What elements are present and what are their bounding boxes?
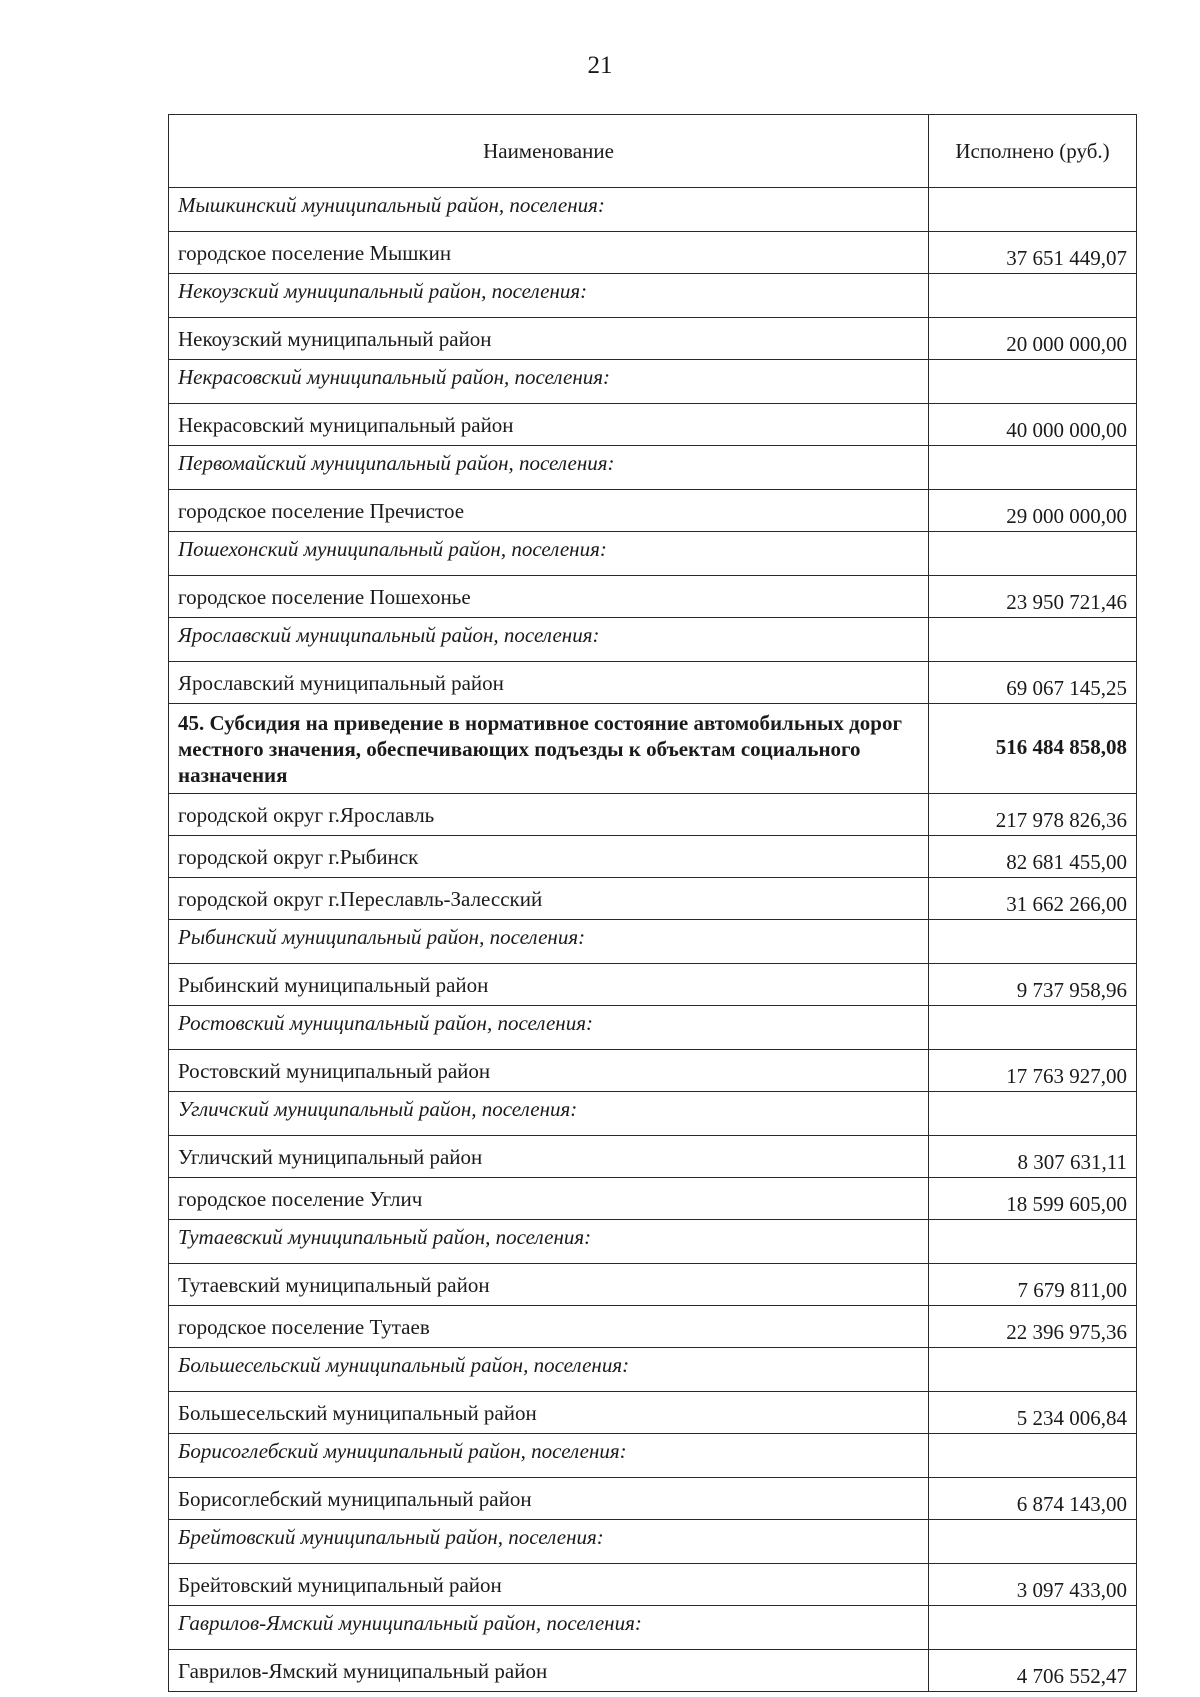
table-row [169,532,1137,576]
table-row [169,1220,1137,1264]
table-row [169,188,1137,232]
report-table [168,114,1137,1692]
row-name: Борисоглебский муниципальный район [169,1478,929,1520]
row-name: Ростовский муниципальный район, поселения: [169,1006,929,1050]
row-amount [929,532,1137,576]
row-name: Угличский муниципальный район [169,1136,929,1178]
row-amount [929,1520,1137,1564]
row-name: Гаврилов-Ямский муниципальный район, поселения: [169,1606,929,1650]
row-amount: 18 599 605,00 [929,1178,1137,1220]
row-amount: 29 000 000,00 [929,490,1137,532]
table-row [169,232,1137,274]
row-name: Некоузский муниципальный район, поселения: [169,274,929,318]
table-row [169,490,1137,532]
row-amount: 31 662 266,00 [929,878,1137,920]
table-row [169,662,1137,704]
section-title: 45. Субсидия на приведение в нормативное состояние автомобильных дорог местного значения, обеспечивающих подъезды к объектам социального назначения [169,704,929,794]
row-amount: 5 234 006,84 [929,1392,1137,1434]
row-amount: 40 000 000,00 [929,404,1137,446]
row-name: Большесельский муниципальный район, поселения: [169,1348,929,1392]
row-amount [929,446,1137,490]
row-name: городское поселение Мышкин [169,232,929,274]
row-name: городское поселение Пречистое [169,490,929,532]
table-row [169,1478,1137,1520]
table-row [169,576,1137,618]
row-name: Первомайский муниципальный район, поселения: [169,446,929,490]
table-row [169,1520,1137,1564]
table-row [169,274,1137,318]
row-name: городское поселение Углич [169,1178,929,1220]
table-row [169,360,1137,404]
row-amount: 82 681 455,00 [929,836,1137,878]
row-name: городское поселение Пошехонье [169,576,929,618]
row-amount: 69 067 145,25 [929,662,1137,704]
row-amount [929,618,1137,662]
row-amount: 17 763 927,00 [929,1050,1137,1092]
row-name: Гаврилов-Ямский муниципальный район [169,1650,929,1692]
table-row [169,964,1137,1006]
table-body [169,188,1137,1692]
table-row [169,878,1137,920]
table-row [169,1264,1137,1306]
row-name: Тутаевский муниципальный район, поселения: [169,1220,929,1264]
table-row [169,920,1137,964]
row-name: Ростовский муниципальный район [169,1050,929,1092]
header-name: Наименование [169,115,929,188]
row-name: Ярославский муниципальный район [169,662,929,704]
row-name: Мышкинский муниципальный район, поселения: [169,188,929,232]
row-name: Рыбинский муниципальный район [169,964,929,1006]
table-row [169,618,1137,662]
table-row [169,1136,1137,1178]
row-amount [929,1220,1137,1264]
table-row [169,1092,1137,1136]
row-amount: 20 000 000,00 [929,318,1137,360]
row-name: Рыбинский муниципальный район, поселения: [169,920,929,964]
table-row [169,1392,1137,1434]
table-row [169,1050,1137,1092]
row-amount: 4 706 552,47 [929,1650,1137,1692]
table-row [169,1306,1137,1348]
row-name: Некоузский муниципальный район [169,318,929,360]
row-amount: 7 679 811,00 [929,1264,1137,1306]
row-amount [929,1606,1137,1650]
row-amount [929,1434,1137,1478]
section-total: 516 484 858,08 [929,704,1137,794]
table-row [169,1606,1137,1650]
row-amount: 9 737 958,96 [929,964,1137,1006]
table-row [169,446,1137,490]
row-name: Тутаевский муниципальный район [169,1264,929,1306]
table-row [169,794,1137,836]
row-name: Большесельский муниципальный район [169,1392,929,1434]
row-name: городской округ г.Переславль-Залесский [169,878,929,920]
row-amount [929,1348,1137,1392]
row-amount [929,274,1137,318]
row-amount [929,1092,1137,1136]
row-name: Угличский муниципальный район, поселения: [169,1092,929,1136]
row-name: Брейтовский муниципальный район, поселения: [169,1520,929,1564]
page-number: 21 [587,52,613,79]
row-name: городской округ г.Рыбинск [169,836,929,878]
row-name: Борисоглебский муниципальный район, поселения: [169,1434,929,1478]
section-row [169,704,1137,794]
row-amount [929,360,1137,404]
row-name: городской округ г.Ярославль [169,794,929,836]
row-name: Некрасовский муниципальный район [169,404,929,446]
row-amount: 37 651 449,07 [929,232,1137,274]
row-amount: 6 874 143,00 [929,1478,1137,1520]
row-name: Брейтовский муниципальный район [169,1564,929,1606]
row-name: Некрасовский муниципальный район, поселения: [169,360,929,404]
row-name: Пошехонский муниципальный район, поселения: [169,532,929,576]
row-amount [929,1006,1137,1050]
header-amount: Исполнено (руб.) [929,115,1137,188]
table-row [169,404,1137,446]
table-row [169,836,1137,878]
table-row [169,1348,1137,1392]
table-row [169,318,1137,360]
table-row [169,1006,1137,1050]
table-header-row [169,115,1137,188]
row-name: городское поселение Тутаев [169,1306,929,1348]
table-row [169,1178,1137,1220]
row-amount: 217 978 826,36 [929,794,1137,836]
row-amount: 8 307 631,11 [929,1136,1137,1178]
row-amount: 23 950 721,46 [929,576,1137,618]
row-amount: 22 396 975,36 [929,1306,1137,1348]
table-row [169,1650,1137,1692]
row-name: Ярославский муниципальный район, поселения: [169,618,929,662]
table-row [169,1564,1137,1606]
row-amount [929,188,1137,232]
row-amount: 3 097 433,00 [929,1564,1137,1606]
table-row [169,1434,1137,1478]
row-amount [929,920,1137,964]
